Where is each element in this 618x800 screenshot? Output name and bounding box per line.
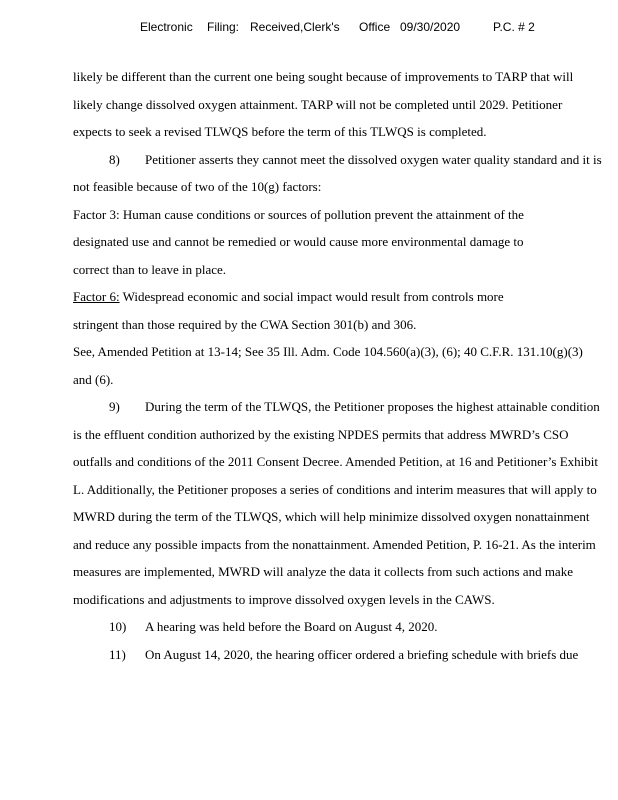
document-body (73, 63, 603, 668)
factor-3 (73, 201, 543, 284)
factor-6-label: Factor 6: (73, 289, 120, 304)
paragraph-9 (73, 393, 603, 613)
paragraph-10-text: A hearing was held before the Board on August 4, 2020. (145, 619, 438, 634)
factor-6 (73, 283, 543, 338)
header-electronic: Electronic (140, 20, 193, 34)
paragraph-9-text: During the term of the TLWQS, the Petitioner proposes the highest attainable condition is the effluent condition authorized by the existing NPDES permits that address MWRD’s CSO outfalls and conditions of the 2011 Consent Decree. Amended Petition, at 16 and Petitioner’s Exhibit L. Additionally, the Petitioner proposes a series of conditions and interim measures that will apply to MWRD during the term of the TLWQS, which will help minimize dissolved oxygen nonattainment and reduce any possible impacts from the nonattainment. Amended Petition, P. 16-21. As the interim measures are implemented, MWRD will analyze the data it collects from such actions and make modifications and adjustments to improve dissolved oxygen levels in the CAWS. (73, 399, 600, 607)
paragraph-11-number: 11) (109, 646, 126, 662)
paragraph-10 (73, 613, 603, 641)
paragraph-11-text: On August 14, 2020, the hearing officer ordered a briefing schedule with briefs due (145, 646, 579, 662)
header-pc: P.C. # 2 (493, 20, 535, 34)
paragraph-continuation: likely be different than the current one being sought because of improvements to TARP that will likely change dissolved oxygen attainment. TARP will not be completed until 2029. Petitioner expects to seek a revised TLWQS before the term of this TLWQS is completed. (73, 69, 574, 139)
header-office: Office (359, 20, 391, 34)
factor-6-text: Widespread economic and social impact would result from controls more stringent than those required by the CWA Section 301(b) and 306. (73, 289, 504, 332)
header-filing: Filing: (207, 20, 240, 34)
paragraph-10-number: 10) (109, 619, 127, 634)
paragraph-8-number: 8) (109, 151, 120, 167)
page-header (0, 20, 618, 36)
factor-3-text: Human cause conditions or sources of pollution prevent the attainment of the designated use and cannot be remedied or would cause more environmental damage to correct than to leave in place. (73, 206, 524, 277)
paragraph-9-number: 9) (109, 399, 120, 414)
paragraph-11 (73, 641, 603, 669)
citation: See, Amended Petition at 13-14; See 35 Ill. Adm. Code 104.560(a)(3), (6); 40 C.F.R. 131.10(g)(3) and (6). (73, 344, 583, 387)
factor-3-label: Factor 3: (73, 206, 120, 222)
paragraph-8 (73, 146, 603, 201)
header-date: 09/30/2020 (400, 20, 461, 34)
paragraph-8-text: Petitioner asserts they cannot meet the dissolved oxygen water quality standard and it is not feasible because of two of the 10(g) factors: (73, 151, 602, 194)
header-received: Received,Clerk's (250, 20, 340, 34)
